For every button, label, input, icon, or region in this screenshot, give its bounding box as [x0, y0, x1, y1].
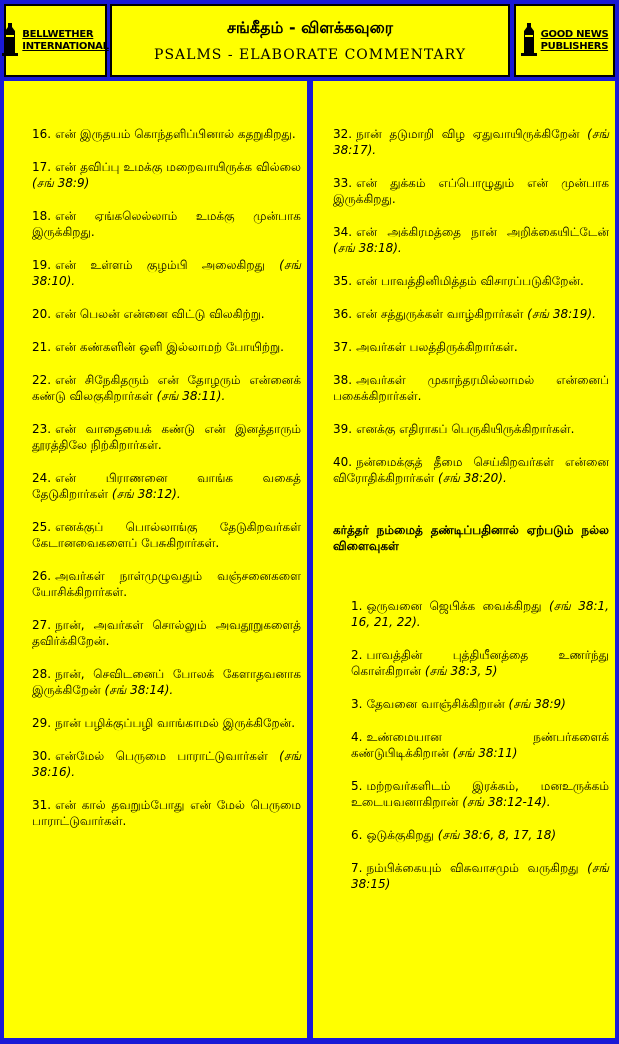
list-item [32, 159, 301, 191]
list-item [333, 860, 609, 892]
item-text: என் பாவத்தினிமித்தம் விசாரப்படுகிறேன். [356, 274, 584, 288]
item-number: 2. [351, 648, 363, 662]
item-reference: (சங் 38:9) [508, 697, 566, 711]
item-number: 30. [32, 749, 52, 763]
item-text: என்மேல் பெருமை பாராட்டுவார்கள் [55, 749, 268, 763]
item-text: என் பிராணனை வாங்க வகைத் தேடுகிறார்கள் [32, 471, 301, 501]
item-text: பாவத்தின் புத்தியீனத்தை உணர்ந்து கொள்கிறான் [351, 648, 609, 678]
item-text: என் பெலன் என்னை விட்டு விலகிற்று. [55, 307, 265, 321]
list-item [333, 339, 609, 355]
list-item [32, 617, 301, 649]
list-item [333, 827, 609, 843]
item-text: நான் தடுமாறி விழ ஏதுவாயிருக்கிறேன் [356, 127, 580, 141]
item-text: நான், அவர்கள் சொல்லும் அவதூறுகளைத் தவிர்க்கிறேன். [32, 618, 301, 648]
list-item [32, 666, 301, 698]
section-heading: கர்த்தர் நம்மைத் தண்டிப்பதினால் ஏற்படும் நல்ல விளைவுகள் [333, 523, 609, 553]
item-text: உண்மையான நண்பர்களைக் கண்டுபிடிக்கிறான் [351, 730, 609, 760]
item-number: 20. [32, 307, 52, 321]
item-number: 39. [333, 422, 353, 436]
item-text: அவர்கள் பலத்திருக்கிறார்கள். [356, 340, 518, 354]
item-text: நான் பழிக்குப்பழி வாங்காமல் இருக்கிறேன். [55, 716, 296, 730]
item-number: 31. [32, 798, 52, 812]
list-item [333, 454, 609, 486]
list-item [333, 224, 609, 256]
item-reference: (சங் 38:17). [333, 127, 609, 157]
list-item [32, 208, 301, 240]
item-number: 24. [32, 471, 52, 485]
item-text: என் ஏங்கலெல்லாம் உமக்கு முன்பாக இருக்கிறது. [32, 209, 301, 239]
item-reference: (சங் 38:14). [104, 683, 174, 697]
list-item [333, 598, 609, 630]
item-number: 34. [333, 225, 353, 239]
item-text: எனக்குப் பொல்லாங்கு தேடுகிறவர்கள் கேடானவைகளைப் பேசுகிறார்கள். [32, 520, 301, 550]
item-number: 16. [32, 127, 52, 141]
list-item [32, 715, 301, 731]
item-reference: (சங் 38:10). [32, 258, 301, 288]
item-number: 19. [32, 258, 52, 272]
item-text: நான், செவிடனைப் போலக் கேளாதவனாக இருக்கிறேன் [32, 667, 301, 697]
item-text: என் உள்ளம் குழம்பி அலைகிறது [55, 258, 265, 272]
result-list [333, 598, 609, 892]
item-number: 3. [351, 697, 363, 711]
list-item [32, 568, 301, 600]
left-logo-line2: INTERNATIONAL [22, 40, 109, 52]
list-item [32, 797, 301, 829]
item-reference: (சங் 38:3, 5) [424, 664, 498, 678]
item-reference: (சங் 38:11) [452, 746, 518, 760]
item-text: அவர்கள் நாள்முழுவதும் வஞ்சனைகளை யோசிக்கிறார்கள். [32, 569, 301, 599]
item-number: 26. [32, 569, 52, 583]
list-item [333, 306, 609, 322]
list-item [32, 126, 301, 142]
right-list [333, 126, 609, 486]
item-number: 25. [32, 520, 52, 534]
list-item [333, 421, 609, 437]
left-column [4, 81, 307, 1038]
right-logo-line2: PUBLISHERS [540, 40, 609, 52]
item-number: 7. [351, 861, 363, 875]
item-number: 38. [333, 373, 353, 387]
good-news-logo [514, 4, 615, 77]
item-text: என் வாதையைக் கண்டு என் இனத்தாரும் தூரத்திலே நிற்கிறார்கள். [32, 422, 301, 452]
item-text: நன்மைக்குத் தீமை செய்கிறவர்கள் என்னை விரோதிக்கிறார்கள் [333, 455, 609, 485]
item-number: 18. [32, 209, 52, 223]
list-item [32, 748, 301, 780]
item-number: 28. [32, 667, 52, 681]
list-item [32, 306, 301, 322]
item-reference: (சங் 38:11). [156, 389, 226, 403]
item-reference: (சங் 38:6, 8, 17, 18) [437, 828, 557, 842]
item-number: 33. [333, 176, 353, 190]
item-number: 40. [333, 455, 353, 469]
item-text: என் துக்கம் எப்பொழுதும் என் முன்பாக இருக்கிறது. [333, 176, 609, 206]
item-number: 4. [351, 730, 363, 744]
item-number: 5. [351, 779, 363, 793]
right-content [333, 126, 609, 909]
item-reference: (சங் 38:12-14). [462, 795, 551, 809]
list-item [333, 778, 609, 810]
page-title-tamil: சங்கீதம் - விளக்கவுரை [226, 18, 393, 37]
list-item [333, 372, 609, 404]
item-number: 35. [333, 274, 353, 288]
item-text: என் கண்களின் ஒளி இல்லாமற் போயிற்று. [55, 340, 284, 354]
list-item [333, 647, 609, 679]
left-logo-line1: BELLWETHER [22, 28, 94, 40]
item-text: அவர்கள் முகாந்தரமில்லாமல் என்னைப் பகைக்கிறார்கள். [333, 373, 609, 403]
list-item [32, 339, 301, 355]
item-text: என் சிநேகிதரும் என் தோழரும் என்னைக் கண்டு விலகுகிறார்கள் [32, 373, 301, 403]
item-reference: (சங் 38:16). [32, 749, 301, 779]
item-reference: (சங் 38:19). [527, 307, 596, 321]
item-text: எனக்கு எதிராகப் பெருகியிருக்கிறார்கள். [356, 422, 575, 436]
item-number: 6. [351, 828, 363, 842]
list-item [32, 421, 301, 453]
item-number: 22. [32, 373, 52, 387]
list-item [333, 696, 609, 712]
item-text: நம்பிக்கையும் விசுவாசமும் வருகிறது [366, 861, 579, 875]
item-number: 32. [333, 127, 353, 141]
item-text: என் கால் தவறும்போது என் மேல் பெருமை பாராட்டுவார்கள். [32, 798, 301, 828]
item-reference: (சங் 38:18). [333, 241, 402, 255]
item-text: என் அக்கிரமத்தை நான் அறிக்கையிட்டேன் [356, 225, 609, 239]
list-item [32, 257, 301, 289]
item-number: 27. [32, 618, 52, 632]
item-reference: (சங் 38:12). [111, 487, 181, 501]
item-number: 36. [333, 307, 353, 321]
item-reference: (சங் 38:20). [438, 471, 507, 485]
list-item [333, 175, 609, 207]
item-number: 29. [32, 716, 52, 730]
list-item [32, 470, 301, 502]
item-reference: (சங் 38:9) [32, 176, 90, 190]
title-box [110, 4, 510, 77]
item-reference: (சங் 38:15) [351, 861, 609, 891]
item-number: 21. [32, 340, 52, 354]
right-column [313, 81, 615, 1038]
item-text: ஒருவனை ஜெபிக்க வைக்கிறது [366, 599, 542, 613]
item-number: 17. [32, 160, 52, 174]
list-item [32, 372, 301, 404]
item-text: தேவனை வாஞ்சிக்கிறான் [366, 697, 505, 711]
item-number: 1. [351, 599, 363, 613]
bellwether-logo [4, 4, 107, 77]
page-title-english: PSALMS - ELABORATE COMMENTARY [154, 47, 466, 63]
item-text: என் இருதயம் கொந்தளிப்பினால் கதறுகிறது. [55, 127, 296, 141]
list-item [333, 729, 609, 761]
item-text: என் சத்துருக்கள் வாழ்கிறார்கள் [356, 307, 524, 321]
item-number: 37. [333, 340, 353, 354]
item-text: மற்றவர்களிடம் இரக்கம், மனஉருக்கம் உடையவனாகிறான் [351, 779, 609, 809]
item-reference: (சங் 38:1, 16, 21, 22). [351, 599, 609, 629]
right-logo-line1: GOOD NEWS [540, 28, 609, 40]
item-number: 23. [32, 422, 52, 436]
item-text: ஒடுக்குகிறது [366, 828, 434, 842]
bellwether-logo-icon [2, 21, 18, 61]
list-item [333, 273, 609, 289]
list-item [333, 126, 609, 158]
list-item [32, 519, 301, 551]
item-text: என் தவிப்பு உமக்கு மறைவாயிருக்க வில்லை [55, 160, 301, 174]
good-news-logo-icon [521, 21, 537, 61]
left-list [32, 126, 301, 846]
